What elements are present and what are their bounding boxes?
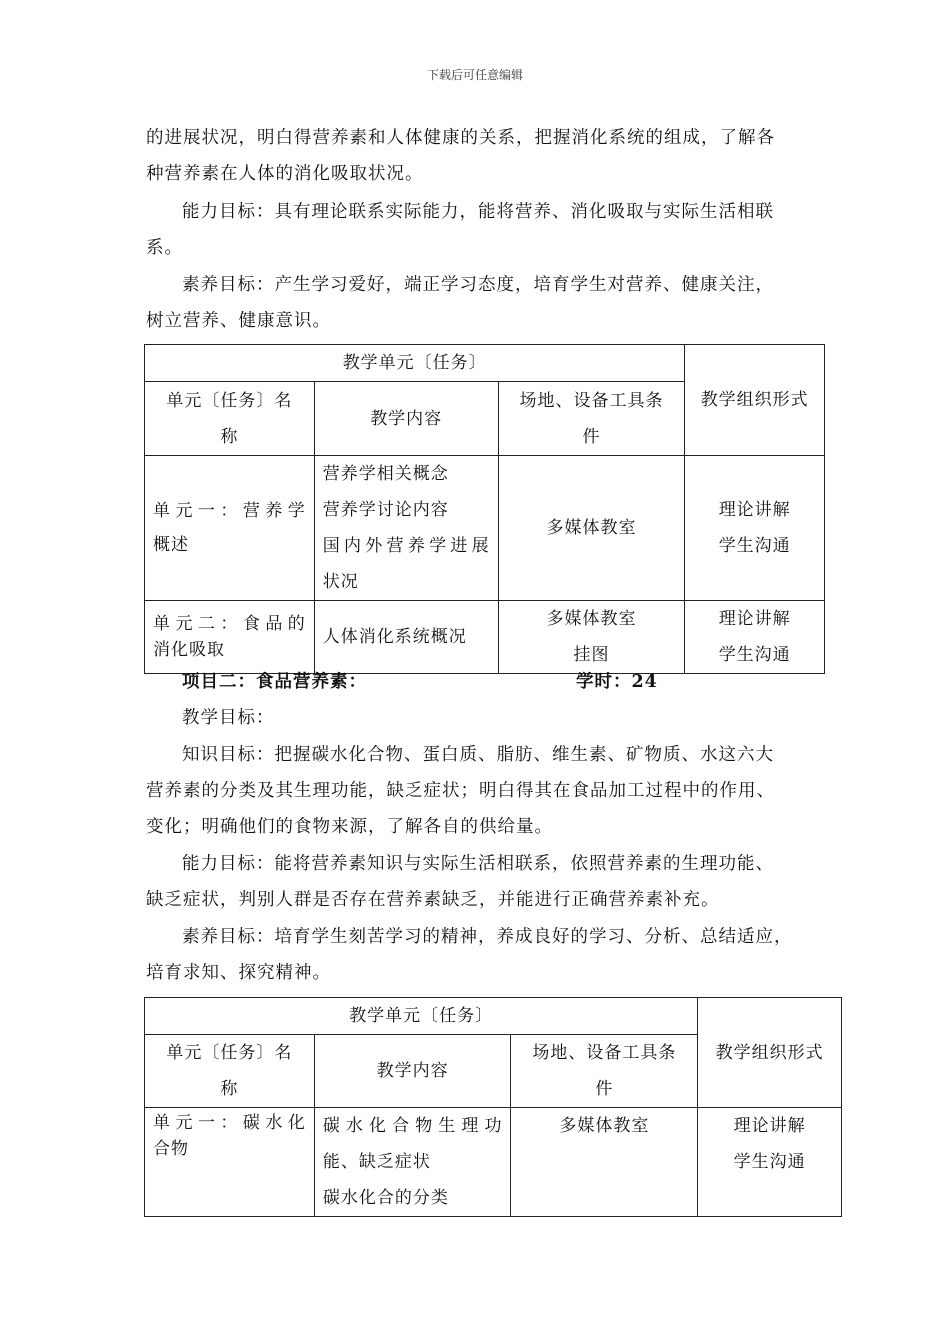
unit-venue: 多媒体教室 <box>511 1108 698 1217</box>
header-unit-name: 单元〔任务〕名 称 <box>145 1035 315 1108</box>
table-title: 教学单元〔任务〕 <box>145 998 698 1035</box>
paragraph-ability-goal-1: 能力目标：具有理论联系实际能力，能将营养、消化吸取与实际生活相联 系。 <box>146 202 774 258</box>
project-2-hours: 学时：24 <box>576 672 658 692</box>
project-2-title: 项目二：食品营养素： <box>182 672 367 692</box>
teaching-goal-label: 教学目标： <box>182 708 275 728</box>
unit-venue: 多媒体教室 挂图 <box>498 601 685 674</box>
page-header: 下载后可任意编辑 <box>426 68 523 82</box>
table-row <box>145 456 825 601</box>
header-content: 教学内容 <box>314 382 498 456</box>
unit-content: 营养学相关概念 营养学讨论内容 国内外营养学进展 状况 <box>314 456 498 601</box>
table-row <box>145 601 825 674</box>
header-content: 教学内容 <box>314 1035 511 1108</box>
paragraph-knowledge-goal: 知识目标：把握碳水化合物、蛋白质、脂肪、维生素、矿物质、水这六大 营养素的分类及其生理功能，缺乏症状；明白得其在食品加工过程中的作用、 变化；明确他们的食物来源，了解各自的供给量。 <box>146 745 775 837</box>
unit-content: 碳水化合物生理功 能、缺乏症状 碳水化合的分类 <box>314 1108 511 1217</box>
paragraph-ability-goal-2: 能力目标：能将营养素知识与实际生活相联系，依照营养素的生理功能、 缺乏症状，判别人群是否存在营养素缺乏，并能进行正确营养素补充。 <box>146 854 774 910</box>
header-form: 教学组织形式 <box>685 345 825 456</box>
paragraph-continuation: 的进展状况，明白得营养素和人体健康的关系，把握消化系统的组成，了解各 种营养素在人体的消化吸取状况。 <box>146 128 775 184</box>
paragraph-quality-goal-2: 素养目标：培育学生刻苦学习的精神，养成良好的学习、分析、总结适应， 培育求知、探究精神。 <box>146 927 793 983</box>
teaching-unit-table-2 <box>144 997 842 1217</box>
unit-name: 单元一：营养学 概述 <box>145 456 315 601</box>
unit-form: 理论讲解 学生沟通 <box>685 456 825 601</box>
header-form: 教学组织形式 <box>698 998 842 1108</box>
paragraph-quality-goal-1: 素养目标：产生学习爱好，端正学习态度，培育学生对营养、健康关注， 树立营养、健康意识。 <box>146 275 774 331</box>
header-unit-name: 单元〔任务〕名 称 <box>145 382 315 456</box>
header-venue: 场地、设备工具条 件 <box>498 382 685 456</box>
unit-content: 人体消化系统概况 <box>314 601 498 674</box>
unit-form: 理论讲解 学生沟通 <box>685 601 825 674</box>
unit-name: 单元一：碳水化 合物 <box>145 1108 315 1217</box>
teaching-unit-table-1 <box>144 344 825 674</box>
table-row <box>145 1108 842 1217</box>
unit-venue: 多媒体教室 <box>498 456 685 601</box>
table-title: 教学单元〔任务〕 <box>145 345 685 382</box>
header-venue: 场地、设备工具条 件 <box>511 1035 698 1108</box>
unit-name: 单元二：食品的 消化吸取 <box>145 601 315 674</box>
unit-form: 理论讲解 学生沟通 <box>698 1108 842 1217</box>
